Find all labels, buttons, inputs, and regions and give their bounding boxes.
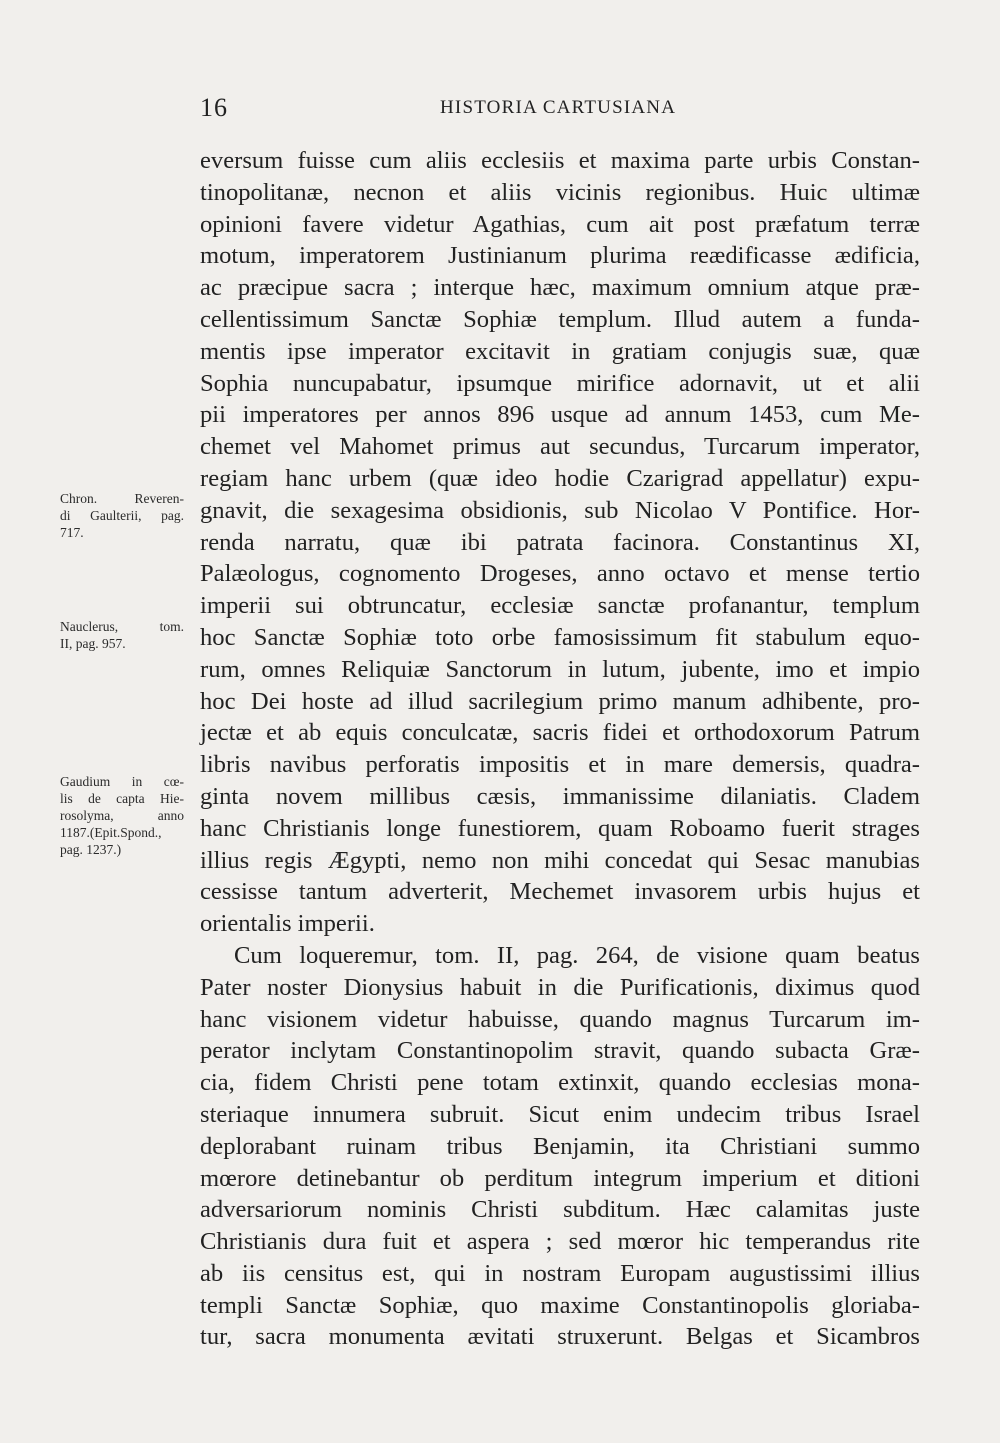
margin-note-line: Gaudium in cœ- [60, 774, 184, 789]
body-line: tur, sacra monumenta ævitati struxerunt. Belgas et Sicambros [200, 1323, 920, 1351]
body-line: cessisse tantum adverterit, Mechemet invasorem urbis hujus et [200, 878, 920, 906]
margin-note-line: rosolyma, anno [60, 808, 184, 823]
margin-note-gaudium [60, 773, 184, 858]
body-line: Pater noster Dionysius habuit in die Purificationis, diximus quod [200, 973, 920, 1001]
body-line: imperii sui obtruncatur, ecclesiæ sanctæ profanantur, templum [200, 592, 920, 620]
body-line: hanc visionem videtur habuisse, quando magnus Turcarum im- [200, 1005, 920, 1033]
body-line: Christianis dura fuit et aspera ; sed mœror hic temperandus rite [200, 1228, 920, 1256]
body-line: opinioni favere videtur Agathias, cum ait post præfatum terræ [200, 210, 920, 238]
page-number: 16 [200, 93, 228, 122]
margin-note-line: 717. [60, 525, 84, 540]
margin-note-line: Chron. Reveren- [60, 491, 184, 506]
body-line: eversum fuisse cum aliis ecclesiis et maxima parte urbis Constan- [200, 147, 920, 174]
body-line: hanc Christianis longe funestiorem, quam Roboamo fuerit strages [200, 814, 920, 842]
body-line: hoc Sanctæ Sophiæ toto orbe famosissimum fit stabulum equo- [200, 623, 920, 651]
body-line: Palæologus, cognomento Drogeses, anno octavo et mense tertio [200, 560, 920, 588]
body-line: ginta novem millibus cæsis, immanissime dilaniatis. Cladem [200, 782, 920, 810]
running-title: HISTORIA CARTUSIANA [440, 97, 677, 118]
body-line: ab iis censitus est, qui in nostram Europam augustissimi illius [200, 1259, 920, 1287]
margin-note-line: II, pag. 957. [60, 636, 126, 651]
body-line: adversariorum nominis Christi subditum. Hæc calamitas juste [200, 1196, 920, 1224]
body-line: orientalis imperii. [200, 910, 375, 938]
body-line: deplorabant ruinam tribus Benjamin, ita Christiani summo [200, 1132, 920, 1160]
margin-note-chron-gaulterii [60, 490, 184, 541]
body-line: steriaque innumera subruit. Sicut enim undecim tribus Israel [200, 1100, 920, 1128]
body-line: hoc Dei hoste ad illud sacrilegium primo manum adhibente, pro- [200, 687, 920, 715]
margin-note-line: pag. 1237.) [60, 842, 122, 857]
body-line: motum, imperatorem Justinianum plurima reædificasse ædificia, [200, 242, 920, 270]
body-line: Cum loqueremur, tom. II, pag. 264, de visione quam beatus [234, 941, 920, 969]
body-line: rum, omnes Reliquiæ Sanctorum in lutum, jubente, imo et impio [200, 655, 920, 683]
body-line: templi Sanctæ Sophiæ, quo maxime Constantinopolis gloriaba- [200, 1291, 920, 1319]
body-line: ac præcipue sacra ; interque hæc, maximum omnium atque præ- [200, 274, 920, 302]
margin-note-line: di Gaulterii, pag. [60, 508, 184, 523]
body-line: mœrore detinebantur ob perditum integrum imperium et ditioni [200, 1164, 920, 1192]
margin-note-nauclerus [60, 618, 184, 652]
body-line: Sophia nuncupabatur, ipsumque mirifice adornavit, ut et alii [200, 369, 920, 397]
body-line: pii imperatores per annos 896 usque ad annum 1453, cum Me- [200, 401, 920, 429]
body-line: libris navibus perforatis impositis et in mare demersis, quadra- [200, 751, 920, 779]
body-line: tinopolitanæ, necnon et aliis vicinis regionibus. Huic ultimæ [200, 178, 920, 206]
body-line: chemet vel Mahomet primus aut secundus, Turcarum imperator, [200, 433, 920, 461]
body-line: renda narratu, quæ ibi patrata facinora. Constantinus XI, [200, 528, 920, 556]
margin-note-line: Nauclerus, tom. [60, 619, 184, 634]
margin-note-line: lis de capta Hie- [60, 791, 184, 806]
body-line: cia, fidem Christi pene totam extinxit, quando ecclesias mona- [200, 1069, 920, 1097]
margin-note-line: 1187.(Epit.Spond., [60, 825, 162, 840]
body-line: perator inclytam Constantinopolim stravit, quando subacta Græ- [200, 1037, 920, 1065]
body-line: cellentissimum Sanctæ Sophiæ templum. Illud autem a funda- [200, 305, 920, 333]
body-line: regiam hanc urbem (quæ ideo hodie Czarigrad appellatur) expu- [200, 464, 920, 492]
body-line: mentis ipse imperator excitavit in gratiam conjugis suæ, quæ [200, 337, 920, 365]
running-head [200, 93, 920, 123]
body-line: illius regis Ægypti, nemo non mihi concedat qui Sesac manubias [200, 846, 920, 874]
body-line: gnavit, die sexagesima obsidionis, sub Nicolao V Pontifice. Hor- [200, 496, 920, 524]
body-line: jectæ et ab equis conculcatæ, sacris fidei et orthodoxorum Patrum [200, 719, 920, 747]
main-text [200, 145, 920, 1353]
